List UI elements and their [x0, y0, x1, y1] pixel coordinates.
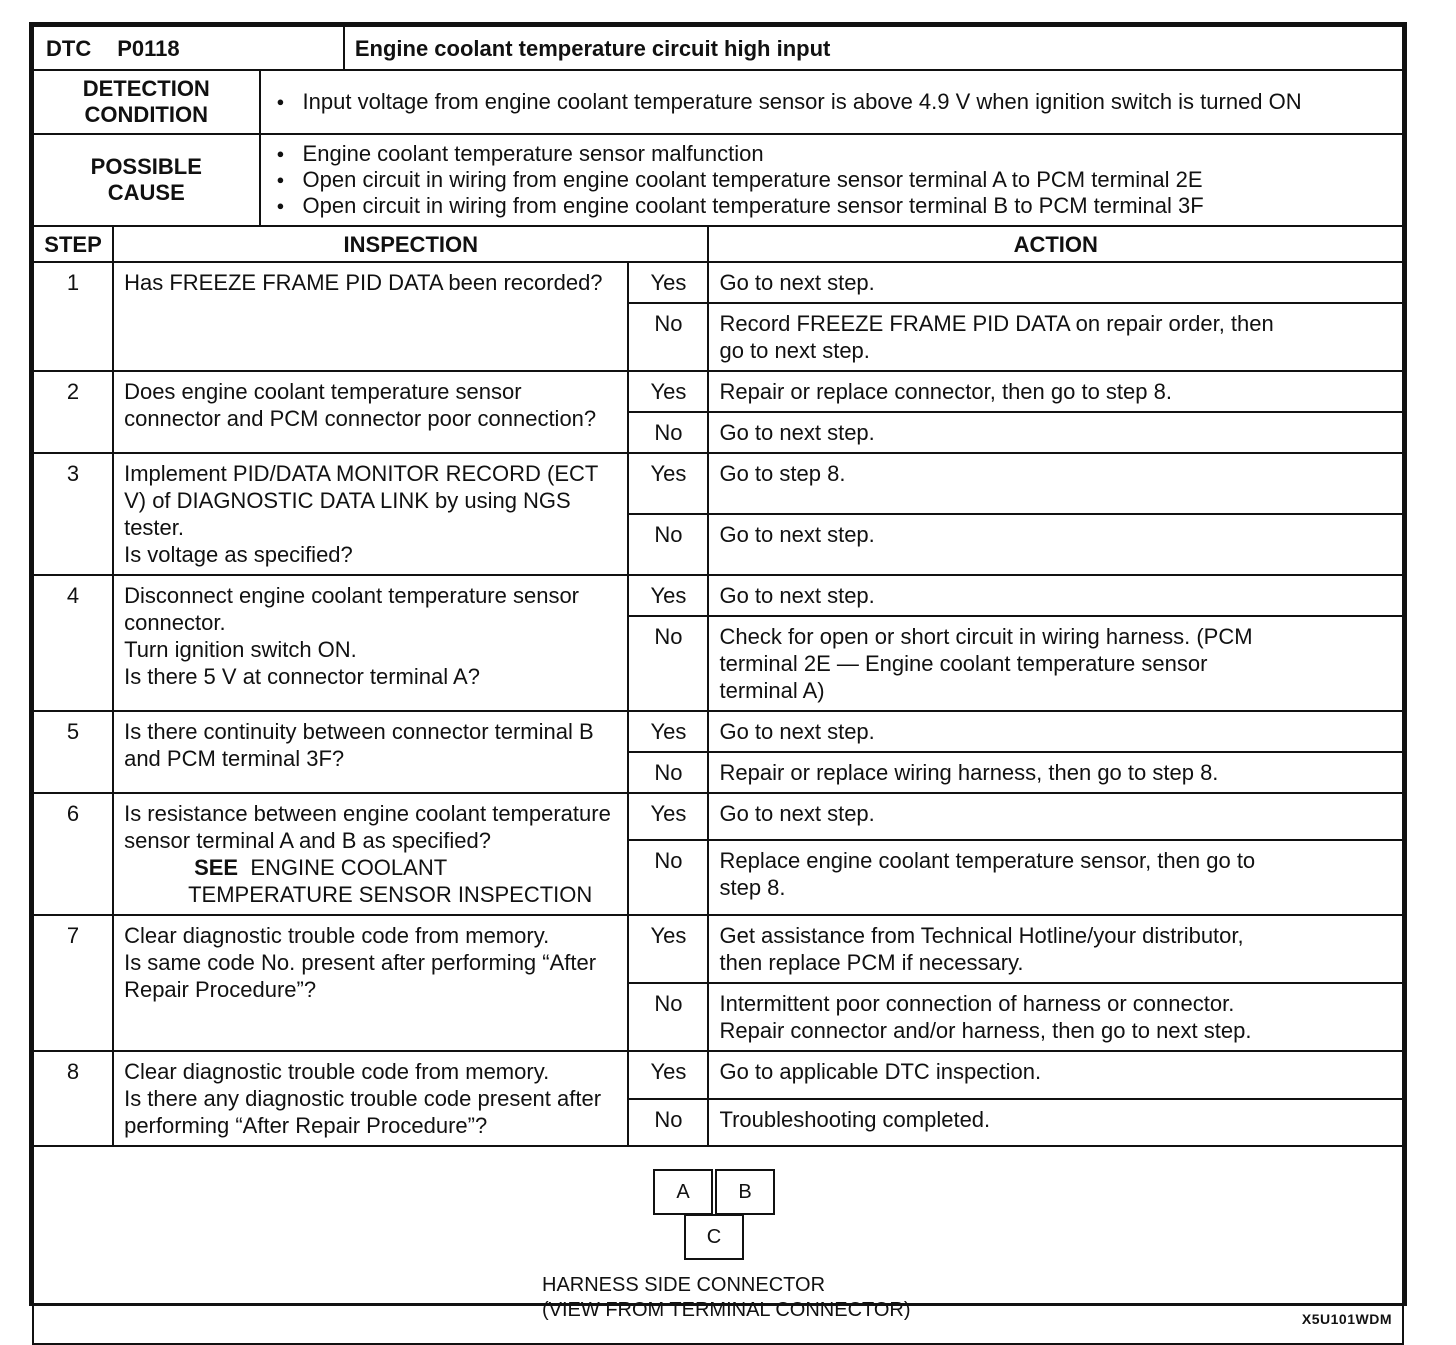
yes-action: Go to step 8.: [708, 453, 1403, 514]
step-inspection: Implement PID/DATA MONITOR RECORD (ECT V) of DIAGNOSTIC DATA LINK by using NGS tester. Is voltage as specified?: [113, 453, 628, 575]
no-label: No: [628, 983, 708, 1051]
step-number: 8: [33, 1051, 113, 1146]
yes-action: Go to next step.: [708, 262, 1403, 303]
step-row-yes: [33, 711, 1403, 752]
figure-code: X5U101WDM: [1301, 1311, 1392, 1327]
diagram-row: [33, 1146, 1403, 1344]
see-reference: ENGINE COOLANT: [250, 855, 448, 880]
dtc-id-cell: [33, 26, 344, 70]
yes-label: Yes: [628, 793, 708, 840]
step-row-yes: [33, 915, 1403, 983]
yes-label: Yes: [628, 575, 708, 616]
yes-action: Get assistance from Technical Hotline/your distributor, then replace PCM if necessary.: [708, 915, 1403, 983]
step-number: 4: [33, 575, 113, 711]
step-row-yes: [33, 793, 1403, 840]
step-number: 6: [33, 793, 113, 915]
yes-action: Go to next step.: [708, 711, 1403, 752]
step-row-yes: [33, 453, 1403, 514]
yes-label: Yes: [628, 915, 708, 983]
dtc-code: P0118: [117, 35, 180, 61]
see-reference: TEMPERATURE SENSOR INSPECTION: [188, 882, 593, 907]
step-number: 7: [33, 915, 113, 1051]
detection-conditions: [260, 70, 1403, 134]
step-row-yes: [33, 575, 1403, 616]
no-action: Replace engine coolant temperature sensor, then go to step 8.: [708, 840, 1403, 915]
see-reference-word: SEE: [194, 855, 239, 880]
action-col-header: ACTION: [708, 226, 1403, 262]
step-number: 2: [33, 371, 113, 453]
step-inspection: Clear diagnostic trouble code from memory. Is there any diagnostic trouble code present after performing “After Repair Procedure”?: [113, 1051, 628, 1146]
no-label: No: [628, 412, 708, 453]
cause-item: ● Engine coolant temperature sensor malfunction: [271, 141, 1392, 167]
no-action: Check for open or short circuit in wiring harness. (PCM terminal 2E — Engine coolant temperature sensor terminal A): [708, 616, 1403, 711]
yes-label: Yes: [628, 711, 708, 752]
yes-label: Yes: [628, 262, 708, 303]
dtc-title: Engine coolant temperature circuit high input: [344, 26, 1403, 70]
yes-action: Go to next step.: [708, 575, 1403, 616]
header-row: [33, 26, 1403, 70]
no-action: Go to next step.: [708, 514, 1403, 575]
step-row-yes: [33, 371, 1403, 412]
step-inspection: Is there continuity between connector terminal B and PCM terminal 3F?: [113, 711, 628, 793]
dtc-table: [32, 25, 1404, 1345]
yes-action: Repair or replace connector, then go to step 8.: [708, 371, 1403, 412]
no-action: Record FREEZE FRAME PID DATA on repair order, then go to next step.: [708, 303, 1403, 371]
no-label: No: [628, 1099, 708, 1147]
cause-item: ● Open circuit in wiring from engine coolant temperature sensor terminal B to PCM terminal 3F: [271, 193, 1392, 219]
detection-row: [33, 70, 1403, 134]
yes-label: Yes: [628, 453, 708, 514]
inspection-col-header: INSPECTION: [113, 226, 708, 262]
terminal-a: A: [653, 1169, 713, 1215]
possible-causes: [260, 134, 1403, 226]
yes-action: Go to applicable DTC inspection.: [708, 1051, 1403, 1099]
cause-row: [33, 134, 1403, 226]
step-inspection: Disconnect engine coolant temperature sensor connector. Turn ignition switch ON. Is there 5 V at connector terminal A?: [113, 575, 628, 711]
detection-item: ● Input voltage from engine coolant temperature sensor is above 4.9 V when ignition switch is turned ON: [271, 89, 1392, 115]
yes-label: Yes: [628, 1051, 708, 1099]
connector-caption: HARNESS SIDE CONNECTOR (VIEW FROM TERMINAL CONNECTOR): [542, 1274, 911, 1321]
terminal-c: C: [684, 1214, 744, 1260]
dtc-sheet: [29, 22, 1407, 1327]
no-action: Troubleshooting completed.: [708, 1099, 1403, 1147]
step-inspection: Has FREEZE FRAME PID DATA been recorded?: [113, 262, 628, 371]
step-number: 5: [33, 711, 113, 793]
column-header-row: [33, 226, 1403, 262]
step-row-yes: [33, 1051, 1403, 1099]
step-row-yes: [33, 262, 1403, 303]
yes-label: Yes: [628, 371, 708, 412]
cause-item: ● Open circuit in wiring from engine coolant temperature sensor terminal A to PCM terminal 2E: [271, 167, 1392, 193]
step-col-header: STEP: [33, 226, 113, 262]
no-label: No: [628, 840, 708, 915]
no-action: Go to next step.: [708, 412, 1403, 453]
step-number: 3: [33, 453, 113, 575]
step-inspection: Is resistance between engine coolant temperature sensor terminal A and B as specified? SEE ENGINE COOLANT TEMPERATURE SENSOR INSPECTION: [113, 793, 628, 915]
yes-action: Go to next step.: [708, 793, 1403, 840]
step-inspection: Does engine coolant temperature sensor connector and PCM connector poor connection?: [113, 371, 628, 453]
connector-diagram: [33, 1146, 1403, 1344]
no-label: No: [628, 616, 708, 711]
step-number: 1: [33, 262, 113, 371]
dtc-label: DTC: [46, 35, 92, 61]
no-action: Intermittent poor connection of harness or connector. Repair connector and/or harness, then go to next step.: [708, 983, 1403, 1051]
terminal-b: B: [715, 1169, 775, 1215]
no-label: No: [628, 514, 708, 575]
no-label: No: [628, 303, 708, 371]
no-label: No: [628, 752, 708, 793]
no-action: Repair or replace wiring harness, then go to step 8.: [708, 752, 1403, 793]
cause-label: POSSIBLE CAUSE: [33, 134, 260, 226]
step-inspection: Clear diagnostic trouble code from memory. Is same code No. present after performing “After Repair Procedure”?: [113, 915, 628, 1051]
detection-label: DETECTION CONDITION: [33, 70, 260, 134]
